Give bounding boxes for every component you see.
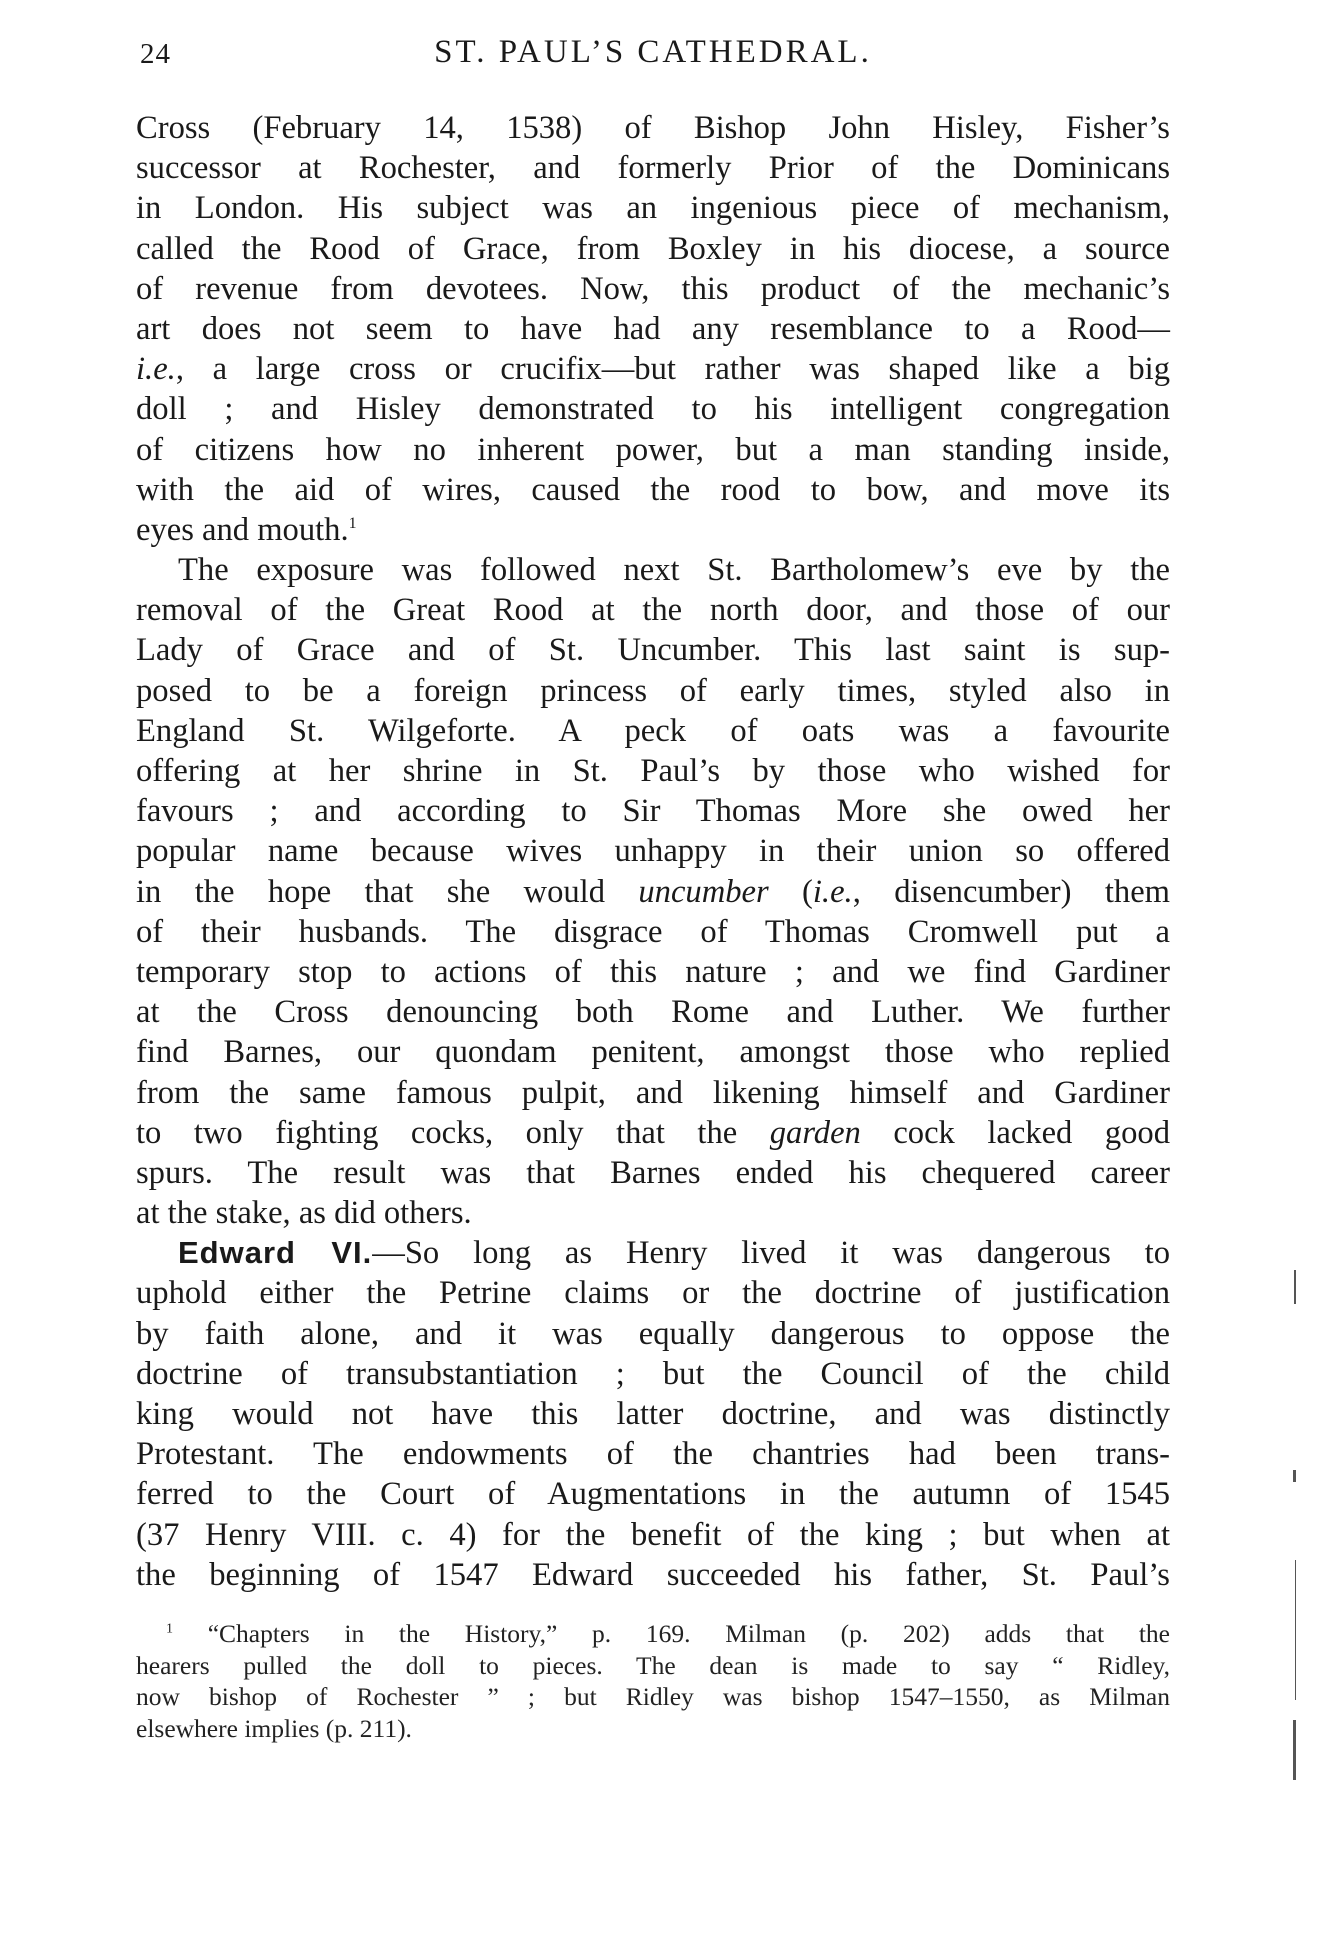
text-line: art does not seem to have had any resemblance to a Rood— — [136, 310, 1170, 347]
scan-edge-mark — [1293, 1720, 1296, 1780]
text-line: of their husbands. The disgrace of Thomas Cromwell put a — [136, 913, 1170, 950]
text-line: ferred to the Court of Augmentations in the autumn of 1545 — [136, 1476, 1170, 1513]
scan-edge-mark — [1294, 1270, 1296, 1304]
page-number: 24 — [140, 38, 171, 70]
text-line: popular name because wives unhappy in their union so offered — [136, 833, 1170, 870]
text-fragment: “Chapters in the History,” p. 169. Milman (p. 202) adds that the — [207, 1619, 1170, 1648]
text-line: successor at Rochester, and formerly Prior of the Dominicans — [136, 150, 1170, 187]
text-line: (37 Henry VIII. c. 4) for the benefit of the king ; but when at — [136, 1516, 1170, 1553]
footnotes — [136, 1618, 1170, 1744]
text-line: at the Cross denouncing both Rome and Luther. We further — [136, 994, 1170, 1031]
text-line: uphold either the Petrine claims or the doctrine of justification — [136, 1275, 1170, 1312]
text-line — [136, 510, 1170, 550]
text-line: posed to be a foreign princess of early times, styled also in — [136, 672, 1170, 709]
text-line — [136, 1113, 1170, 1153]
text-fragment: a large cross or crucifix—but rather was shaped like a big — [212, 351, 1170, 388]
text-line: in London. His subject was an ingenious piece of mechanism, — [136, 190, 1170, 227]
text-line: England St. Wilgeforte. A peck of oats was a favourite — [136, 712, 1170, 749]
text-line: of citizens how no inherent power, but a man standing inside, — [136, 431, 1170, 468]
text-line: of revenue from devotees. Now, this product of the mechanic’s — [136, 270, 1170, 307]
text-line: with the aid of wires, caused the rood to bow, and move its — [136, 471, 1170, 508]
text-line: favours ; and according to Sir Thomas More she owed her — [136, 793, 1170, 830]
scan-edge-mark — [1293, 1470, 1296, 1482]
text-fragment: in the hope that she would — [136, 873, 605, 910]
footnote-line: hearers pulled the doll to pieces. The dean is made to say “ Ridley, — [136, 1650, 1170, 1680]
footnote-reference: 1 — [348, 515, 357, 533]
text-line: i.e., a large cross or crucifix—but rather was shaped like a big — [136, 351, 1170, 388]
text-line: at the stake, as did others. — [136, 1195, 472, 1232]
text-fragment: —So long as Henry lived it was dangerous to — [372, 1235, 1170, 1272]
text-line: doctrine of transubstantiation ; but the Council of the child — [136, 1355, 1170, 1392]
text-line: spurs. The result was that Barnes ended his chequered career — [136, 1154, 1170, 1191]
text-line: doll ; and Hisley demonstrated to his intelligent congregation — [136, 391, 1170, 428]
footnote-line: elsewhere implies (p. 211). — [136, 1713, 412, 1743]
scan-edge-mark — [1295, 1560, 1296, 1700]
text-line: temporary stop to actions of this nature ; and we find Gardiner — [136, 953, 1170, 990]
text-line — [136, 1233, 1170, 1273]
text-line: Protestant. The endowments of the chantries had been trans- — [136, 1436, 1170, 1473]
italic-text: i.e. — [136, 351, 176, 388]
text-line: king would not have this latter doctrine, and was distinctly — [136, 1396, 1170, 1432]
footnote-line — [136, 1618, 1170, 1650]
running-title: ST. PAUL’S CATHEDRAL. — [434, 34, 872, 70]
text-line: in the hope that she would uncumber (i.e., disencumber) them — [136, 873, 1171, 910]
text-line: removal of the Great Rood at the north door, and those of our — [136, 592, 1170, 629]
text-line: The exposure was followed next St. Bartholomew’s eve by the — [178, 552, 1170, 589]
text-line: by faith alone, and it was equally dangerous to oppose the — [136, 1315, 1170, 1352]
italic-text: i.e. — [812, 873, 853, 910]
text-fragment: cock lacked good — [893, 1114, 1170, 1151]
section-heading: Edward VI. — [178, 1235, 373, 1271]
text-line: called the Rood of Grace, from Boxley in his diocese, a source — [136, 230, 1170, 267]
text-line: Cross (February 14, 1538) of Bishop John Hisley, Fisher’s — [136, 110, 1170, 146]
text-fragment: disencumber) them — [894, 873, 1171, 910]
italic-text: uncumber — [638, 873, 769, 910]
footnote-marker: 1 — [166, 1621, 173, 1637]
page-header — [136, 30, 1170, 80]
italic-text: garden — [769, 1114, 861, 1151]
text-line: find Barnes, our quondam penitent, amongst those who replied — [136, 1034, 1170, 1071]
text-line: offering at her shrine in St. Paul’s by those who wished for — [136, 753, 1170, 789]
text-fragment: eyes and mouth. — [136, 511, 349, 548]
text-line: from the same famous pulpit, and likening himself and Gardiner — [136, 1074, 1170, 1111]
text-fragment: to two fighting cocks, only that the — [136, 1114, 738, 1151]
text-line: Lady of Grace and of St. Uncumber. This last saint is sup- — [136, 632, 1170, 669]
body-text — [136, 108, 1170, 1595]
footnote-line: now bishop of Rochester ” ; but Ridley was bishop 1547–1550, as Milman — [136, 1682, 1170, 1711]
text-line: the beginning of 1547 Edward succeeded his father, St. Paul’s — [136, 1556, 1170, 1593]
